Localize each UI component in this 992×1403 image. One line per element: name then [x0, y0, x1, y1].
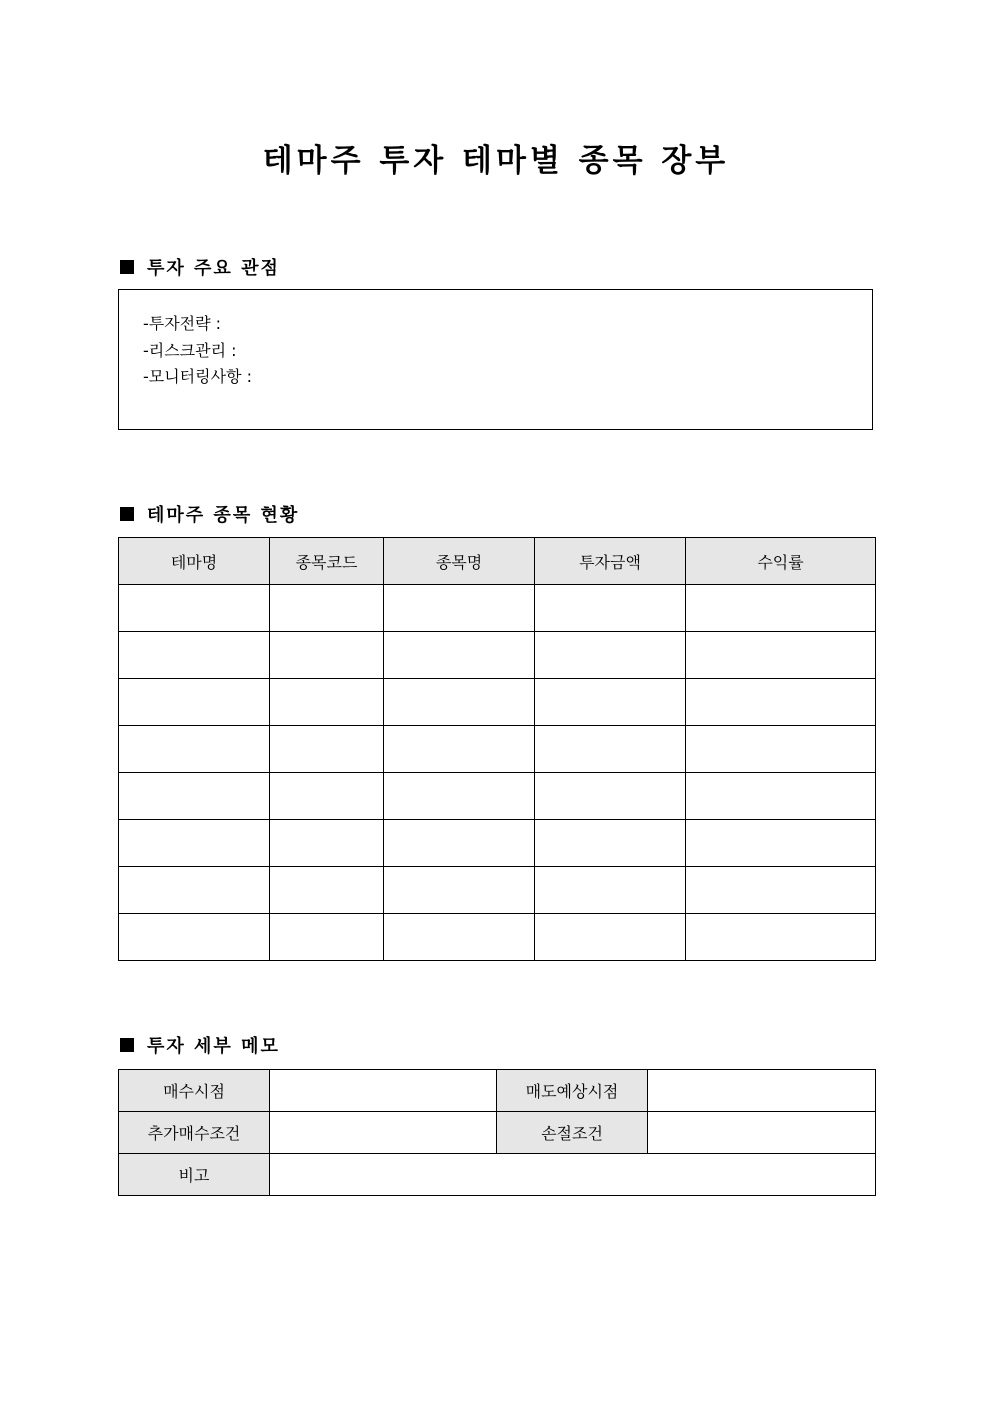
table-cell[interactable]: [686, 867, 876, 914]
table-cell[interactable]: [686, 726, 876, 773]
table-cell[interactable]: [384, 679, 535, 726]
table-cell[interactable]: [384, 820, 535, 867]
table-cell[interactable]: [686, 679, 876, 726]
table-cell[interactable]: [119, 585, 270, 632]
column-header-code: 종목코드: [270, 538, 384, 585]
table-cell[interactable]: [535, 726, 686, 773]
table-header-row: [119, 538, 876, 585]
table-cell[interactable]: [535, 820, 686, 867]
table-cell[interactable]: [119, 726, 270, 773]
add-buy-condition-field[interactable]: [270, 1112, 497, 1154]
add-buy-condition-label: 추가매수조건: [119, 1112, 270, 1154]
monitoring-line: -모니터링사항 :: [143, 367, 252, 386]
table-cell[interactable]: [119, 679, 270, 726]
table-cell[interactable]: [384, 773, 535, 820]
sell-time-field[interactable]: [648, 1070, 876, 1112]
table-cell[interactable]: [119, 632, 270, 679]
table-cell[interactable]: [384, 867, 535, 914]
table-cell[interactable]: [384, 585, 535, 632]
buy-time-field[interactable]: [270, 1070, 497, 1112]
table-row: [119, 773, 876, 820]
table-row: [119, 867, 876, 914]
table-cell[interactable]: [270, 914, 384, 961]
table-row: [119, 632, 876, 679]
section-heading-label: 테마주 종목 현황: [147, 505, 300, 526]
table-cell[interactable]: [270, 679, 384, 726]
note-field[interactable]: [270, 1154, 876, 1196]
investment-view-box[interactable]: [118, 289, 873, 430]
table-cell[interactable]: [686, 773, 876, 820]
table-cell[interactable]: [270, 585, 384, 632]
column-header-return: 수익률: [686, 538, 876, 585]
table-cell[interactable]: [270, 867, 384, 914]
square-bullet-icon: [120, 507, 134, 521]
table-cell[interactable]: [686, 820, 876, 867]
table-cell[interactable]: [270, 726, 384, 773]
square-bullet-icon: [120, 1038, 134, 1052]
table-cell[interactable]: [384, 726, 535, 773]
column-header-amount: 투자금액: [535, 538, 686, 585]
table-cell[interactable]: [384, 632, 535, 679]
table-row: [119, 914, 876, 961]
table-cell[interactable]: [270, 632, 384, 679]
table-cell[interactable]: [686, 585, 876, 632]
table-cell[interactable]: [535, 585, 686, 632]
table-cell[interactable]: [384, 914, 535, 961]
table-cell[interactable]: [119, 820, 270, 867]
memo-row: [119, 1070, 876, 1112]
table-cell[interactable]: [535, 632, 686, 679]
note-label: 비고: [119, 1154, 270, 1196]
square-bullet-icon: [120, 260, 134, 274]
buy-time-label: 매수시점: [119, 1070, 270, 1112]
column-header-name: 종목명: [384, 538, 535, 585]
risk-management-line: -리스크관리 :: [143, 340, 237, 360]
section-heading-stocks: [118, 501, 299, 527]
table-cell[interactable]: [535, 679, 686, 726]
memo-row: [119, 1154, 876, 1196]
table-cell[interactable]: [119, 867, 270, 914]
section-heading-memo: [118, 1032, 280, 1058]
stop-loss-condition-label: 손절조건: [497, 1112, 648, 1154]
section-heading-view: [118, 254, 280, 280]
table-row: [119, 585, 876, 632]
table-cell[interactable]: [270, 773, 384, 820]
table-cell[interactable]: [535, 773, 686, 820]
column-header-theme: 테마명: [119, 538, 270, 585]
table-cell[interactable]: [535, 867, 686, 914]
sell-time-label: 매도예상시점: [497, 1070, 648, 1112]
table-row: [119, 679, 876, 726]
table-cell[interactable]: [686, 632, 876, 679]
stop-loss-condition-field[interactable]: [648, 1112, 876, 1154]
table-cell[interactable]: [119, 773, 270, 820]
table-row: [119, 820, 876, 867]
table-cell[interactable]: [535, 914, 686, 961]
section-heading-label: 투자 주요 관점: [147, 258, 280, 279]
strategy-line: -투자전략 :: [143, 314, 222, 333]
memo-row: [119, 1112, 876, 1154]
table-row: [119, 726, 876, 773]
table-cell[interactable]: [270, 820, 384, 867]
stock-table: [118, 537, 876, 961]
table-cell[interactable]: [119, 914, 270, 961]
memo-table: [118, 1069, 876, 1196]
table-cell[interactable]: [686, 914, 876, 961]
section-heading-label: 투자 세부 메모: [147, 1036, 280, 1057]
page-title: 테마주 투자 테마별 종목 장부: [262, 143, 730, 179]
